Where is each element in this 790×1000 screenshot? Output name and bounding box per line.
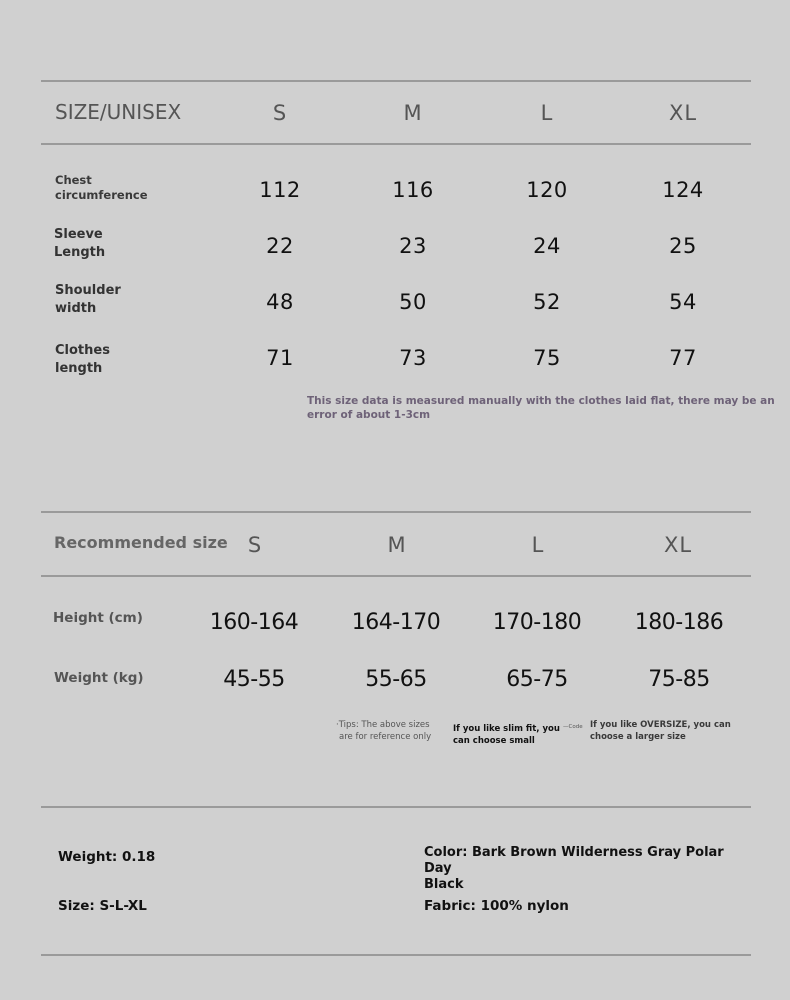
table-cell: 22 [266, 234, 294, 258]
measurement-note [307, 394, 777, 422]
tip-line: are for reference only [339, 732, 432, 742]
tip-line: If you like slim fit, you [453, 724, 560, 734]
row-label-clothes [55, 342, 185, 378]
info-color-line: Color: Bark Brown Wilderness Gray Polar Day [424, 845, 724, 876]
table-cell: 55-65 [365, 667, 427, 692]
rec-row-label-height: Height (cm) [53, 610, 143, 626]
header-divider [41, 143, 751, 145]
table-cell: 160-164 [209, 610, 299, 635]
tip-line: choose a larger size [590, 732, 686, 742]
size-header-l: L [540, 101, 554, 125]
bottom-divider [41, 954, 751, 956]
rec-header-l: L [531, 533, 545, 557]
table-cell: 120 [526, 178, 568, 202]
recommended-header-divider [41, 575, 751, 577]
info-fabric: Fabric: 100% nylon [424, 898, 569, 914]
size-table-title: SIZE/UNISEX [55, 100, 182, 124]
rec-header-m: M [387, 533, 407, 557]
table-cell: 71 [266, 346, 294, 370]
row-label-line: width [55, 301, 97, 316]
table-cell: 75-85 [648, 667, 710, 692]
row-label-chest [55, 173, 185, 203]
table-cell: 180-186 [634, 610, 724, 635]
tip-line: If you like OVERSIZE, you can [590, 720, 731, 730]
table-cell: 116 [392, 178, 434, 202]
row-label-shoulder [55, 282, 185, 318]
top-divider [41, 80, 751, 82]
info-color [424, 845, 744, 893]
table-cell: 112 [259, 178, 301, 202]
table-cell: 164-170 [351, 610, 441, 635]
row-label-line: circumference [55, 188, 148, 202]
info-color-line: Black [424, 877, 464, 892]
table-cell: 77 [669, 346, 697, 370]
table-cell: 25 [669, 234, 697, 258]
table-cell: 73 [399, 346, 427, 370]
table-cell: 54 [669, 290, 697, 314]
tip-line: ·Tips: The above sizes [336, 720, 430, 730]
size-header-m: M [403, 101, 423, 125]
size-header-xl: XL [668, 101, 698, 125]
recommended-top-divider [41, 511, 751, 513]
tip-line: can choose small [453, 736, 535, 746]
rec-row-label-weight: Weight (kg) [54, 670, 144, 686]
row-label-line: Chest [55, 173, 92, 187]
table-cell: 124 [662, 178, 704, 202]
recommended-title: Recommended size [54, 533, 228, 552]
table-cell: 75 [533, 346, 561, 370]
code-mark: —Code [563, 724, 583, 730]
row-label-line: length [55, 361, 103, 376]
table-cell: 50 [399, 290, 427, 314]
table-cell: 23 [399, 234, 427, 258]
row-label-line: Length [54, 245, 106, 260]
rec-header-xl: XL [663, 533, 693, 557]
row-label-line: Shoulder [55, 283, 121, 298]
note-line: error of about 1-3cm [307, 409, 431, 421]
tip-reference [336, 719, 451, 743]
tip-oversize [590, 719, 740, 743]
info-weight: Weight: 0.18 [58, 849, 156, 865]
table-cell: 52 [533, 290, 561, 314]
table-cell: 24 [533, 234, 561, 258]
row-label-line: Clothes [55, 343, 110, 358]
table-cell: 45-55 [223, 667, 285, 692]
info-size: Size: S-L-XL [58, 898, 147, 914]
table-cell: 48 [266, 290, 294, 314]
rec-header-s: S [247, 533, 263, 557]
row-label-line: Sleeve [54, 227, 103, 242]
row-label-sleeve [54, 226, 184, 262]
info-top-divider [41, 806, 751, 808]
size-header-s: S [272, 101, 288, 125]
table-cell: 170-180 [492, 610, 582, 635]
tip-slim [453, 723, 573, 747]
table-cell: 65-75 [506, 667, 568, 692]
note-line: This size data is measured manually with the clothes laid flat, there may be an [307, 395, 775, 407]
